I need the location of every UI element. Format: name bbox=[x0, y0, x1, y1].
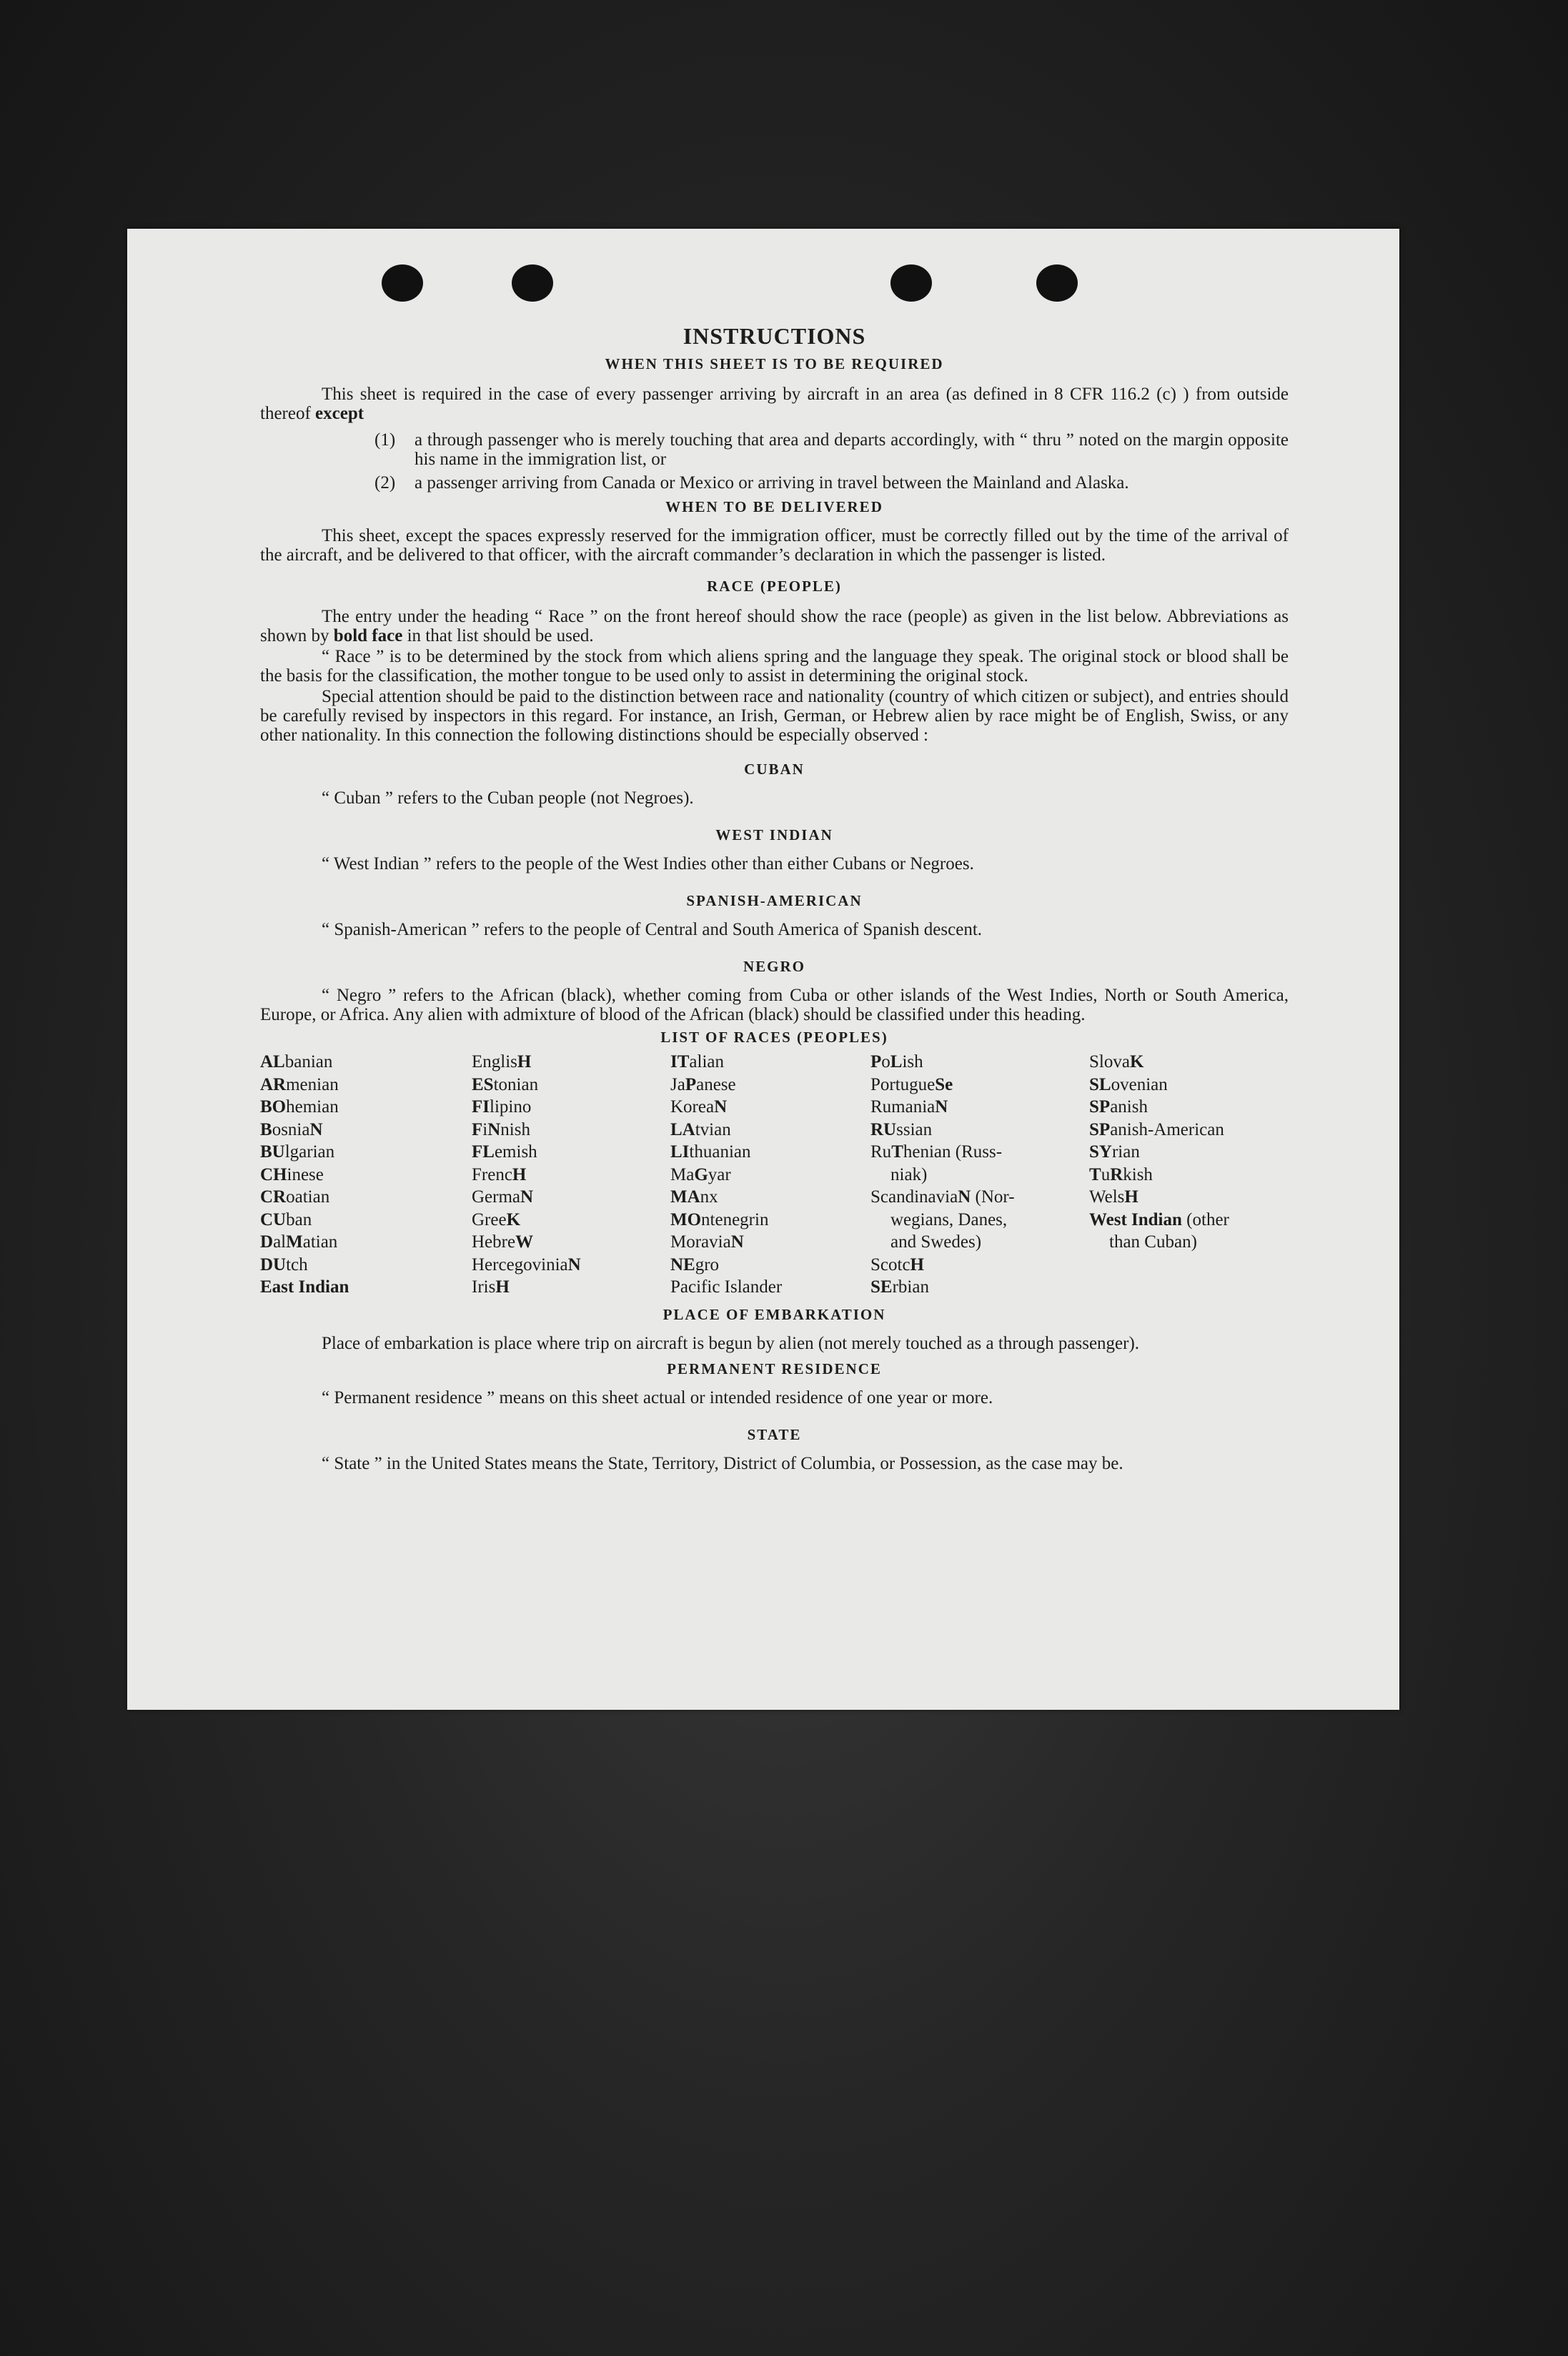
race-column bbox=[870, 1051, 1089, 1299]
race-entry: EnglisH bbox=[472, 1052, 532, 1071]
race-entry: Pacific Islander bbox=[670, 1277, 783, 1297]
exception-item bbox=[260, 430, 1289, 469]
race-entry: CUban bbox=[260, 1209, 312, 1229]
race-entry: HebreW bbox=[472, 1232, 534, 1252]
race-entry: SYrian bbox=[1089, 1142, 1140, 1162]
page-title: INSTRUCTIONS bbox=[683, 323, 866, 349]
race-entry: and Swedes) bbox=[890, 1232, 982, 1252]
race-entry: ARmenian bbox=[260, 1074, 339, 1094]
section-heading-state: STATE bbox=[747, 1425, 802, 1443]
race-entry: SLovenian bbox=[1089, 1074, 1168, 1094]
race-column bbox=[260, 1051, 472, 1299]
race-paragraph-3: Special attention should be paid to the distinction between race and nationality (country of which citizen or subject), and entries should be carefully revised by inspectors in this regard. For instance, an Irish, German, or Hebrew alien by race might be of English, Swiss, or any other nationality. In this connection the following distinctions should be especially observed : bbox=[260, 687, 1289, 745]
race-entry: ALbanian bbox=[260, 1052, 333, 1071]
race-entry: BUlgarian bbox=[260, 1142, 335, 1162]
race-entry: EStonian bbox=[472, 1074, 539, 1094]
race-entry: WelsH bbox=[1089, 1187, 1138, 1207]
race-entry: LIthuanian bbox=[670, 1142, 751, 1162]
punch-hole bbox=[890, 264, 932, 302]
punch-hole bbox=[512, 264, 553, 302]
west-indian-paragraph: “ West Indian ” refers to the people of the West Indies other than either Cubans or Negroes. bbox=[322, 854, 974, 873]
race-entry: FLemish bbox=[472, 1142, 537, 1162]
race-entry: MoraviaN bbox=[670, 1232, 744, 1252]
race-entry: PoLish bbox=[870, 1052, 923, 1071]
section-heading-residence: PERMANENT RESIDENCE bbox=[667, 1360, 882, 1377]
race-entry: FrencH bbox=[472, 1164, 527, 1184]
race-entry: MaGyar bbox=[670, 1164, 731, 1184]
section-heading-races-list: LIST OF RACES (PEOPLES) bbox=[660, 1029, 888, 1046]
race-entry: NEgro bbox=[670, 1254, 720, 1274]
race-entry: RumaniaN bbox=[870, 1097, 948, 1117]
race-entry: LAtvian bbox=[670, 1119, 731, 1139]
section-heading-cuban: CUBAN bbox=[744, 761, 805, 778]
race-entry: PortugueSe bbox=[870, 1074, 953, 1094]
race-entry: BosniaN bbox=[260, 1119, 323, 1139]
section-heading-west-indian: WEST INDIAN bbox=[715, 826, 833, 843]
race-entry: DalMatian bbox=[260, 1232, 338, 1252]
race-column bbox=[670, 1051, 870, 1299]
race-entry: niak) bbox=[890, 1164, 928, 1184]
race-entry: than Cuban) bbox=[1109, 1232, 1197, 1252]
race-entry: SErbian bbox=[870, 1277, 929, 1297]
race-entry: SPanish-American bbox=[1089, 1119, 1224, 1139]
embarkation-paragraph: Place of embarkation is place where trip on aircraft is begun by alien (not merely touched as a through passenger). bbox=[322, 1333, 1140, 1353]
race-entry: FiNnish bbox=[472, 1119, 530, 1139]
race-entry: SlovaK bbox=[1089, 1052, 1144, 1071]
state-paragraph: “ State ” in the United States means the State, Territory, District of Columbia, or Possession, as the case may be. bbox=[322, 1453, 1123, 1473]
race-entry: East Indian bbox=[260, 1277, 349, 1297]
item-text: a through passenger who is merely touching that area and departs accordingly, with “ thru ” noted on the margin opposite his name in the immigration list, or bbox=[415, 430, 1289, 469]
spanish-american-paragraph: “ Spanish-American ” refers to the people of Central and South America of Spanish descent. bbox=[322, 920, 983, 939]
bold-face-text: bold face bbox=[333, 626, 403, 645]
race-entry: MOntenegrin bbox=[670, 1209, 769, 1229]
race-entry: MAnx bbox=[670, 1187, 718, 1207]
races-list bbox=[260, 1051, 1289, 1299]
required-paragraph: This sheet is required in the case of every passenger arriving by aircraft in an area (as defined in 8 CFR 116.2 (c) ) from outside thereof except bbox=[260, 385, 1289, 423]
cuban-paragraph: “ Cuban ” refers to the Cuban people (not Negroes). bbox=[322, 788, 694, 808]
race-entry: FIlipino bbox=[472, 1097, 532, 1117]
race-paragraph-1: The entry under the heading “ Race ” on the front hereof should show the race (people) as given in the list below. Abbreviations as shown by bold face in that list should be used. bbox=[260, 607, 1289, 645]
race-entry: GermaN bbox=[472, 1187, 534, 1207]
delivered-paragraph: This sheet, except the spaces expressly reserved for the immigration officer, must be correctly filled out by the time of the arrival of the aircraft, and be delivered to that officer, with the aircraft commander’s declaration in which the passenger is listed. bbox=[260, 526, 1289, 565]
punch-hole bbox=[382, 264, 423, 302]
race-entry: wegians, Danes, bbox=[890, 1209, 1008, 1229]
race-column bbox=[472, 1051, 670, 1299]
race-entry: RUssian bbox=[870, 1119, 933, 1139]
section-heading-race: RACE (PEOPLE) bbox=[707, 578, 842, 595]
race-paragraph-2: “ Race ” is to be determined by the stock from which aliens spring and the language they speak. The original stock or blood shall be the basis for the classification, the mother tongue to be used only to assist in determining the original stock. bbox=[260, 647, 1289, 685]
section-heading-delivered: WHEN TO BE DELIVERED bbox=[665, 498, 883, 515]
item-text: a passenger arriving from Canada or Mexico or arriving in travel between the Mainland and Alaska. bbox=[415, 473, 1129, 493]
race-entry: West Indian (other bbox=[1089, 1209, 1229, 1229]
race-entry: ITalian bbox=[670, 1052, 724, 1071]
race-entry: CHinese bbox=[260, 1164, 324, 1184]
item-number: (1) bbox=[374, 430, 396, 450]
race-entry: BOhemian bbox=[260, 1097, 339, 1117]
punch-hole bbox=[1036, 264, 1078, 302]
race-entry: RuThenian (Russ- bbox=[870, 1142, 1003, 1162]
race-entry: SPanish bbox=[1089, 1097, 1148, 1117]
exception-item bbox=[260, 473, 1289, 493]
section-heading-negro: NEGRO bbox=[743, 958, 805, 975]
residence-paragraph: “ Permanent residence ” means on this sheet actual or intended residence of one year or more. bbox=[322, 1387, 993, 1407]
race-entry: TuRkish bbox=[1089, 1164, 1153, 1184]
race-entry: IrisH bbox=[472, 1277, 510, 1297]
race-entry: JaPanese bbox=[670, 1074, 736, 1094]
race-column bbox=[1089, 1051, 1275, 1299]
section-heading-required: WHEN THIS SHEET IS TO BE REQUIRED bbox=[605, 355, 944, 372]
except-text: except bbox=[315, 404, 364, 423]
race-entry: ScotcH bbox=[870, 1254, 924, 1274]
race-entry: DUtch bbox=[260, 1254, 308, 1274]
section-heading-embarkation: PLACE OF EMBARKATION bbox=[663, 1305, 886, 1323]
race-entry: HercegoviniaN bbox=[472, 1254, 581, 1274]
race-entry: GreeK bbox=[472, 1209, 521, 1229]
negro-paragraph: “ Negro ” refers to the African (black), whether coming from Cuba or other islands of the West Indies, North or South America, Europe, or Africa. Any alien with admixture of blood of the African (black) should be classified under this heading. bbox=[260, 986, 1289, 1024]
section-heading-spanish-american: SPANISH-AMERICAN bbox=[686, 892, 863, 909]
race-entry: KoreaN bbox=[670, 1097, 728, 1117]
item-number: (2) bbox=[374, 473, 396, 493]
instruction-sheet bbox=[127, 229, 1399, 1710]
race-entry: CRoatian bbox=[260, 1187, 330, 1207]
race-entry: ScandinaviaN (Nor- bbox=[870, 1187, 1015, 1207]
